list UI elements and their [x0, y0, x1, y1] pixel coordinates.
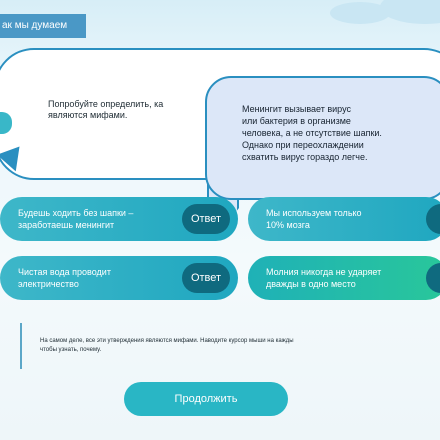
myth-card-text: Мы используем только 10% мозга	[266, 208, 362, 230]
myth-card-text: Чистая вода проводит электричество	[18, 267, 111, 289]
myth-card-1[interactable]	[0, 197, 238, 241]
cloud-decoration	[330, 2, 390, 24]
answer-tooltip: Менингит вызывает вирус или бактерия в организме человека, а не отсутствие шапки. Однако при переохлаждении схватить вирус гораздо легче.	[205, 76, 440, 200]
note-accent-bar	[20, 323, 22, 369]
answer-button[interactable]: Ответ	[182, 204, 230, 234]
myth-card-text: Будешь ходить без шапки – заработаешь менингит	[18, 208, 134, 230]
prompt-text: Попробуйте определить, ка являются мифами.	[48, 99, 164, 120]
instruction-note: На самом деле, все эти утверждения являются мифами. Наводите курсор мыши на кажды чтобы узнать, почему.	[40, 338, 294, 353]
header-title: ак мы думаем	[0, 14, 86, 38]
myth-card-2[interactable]	[248, 197, 440, 241]
answer-button[interactable]	[426, 263, 440, 293]
answer-button[interactable]	[426, 204, 440, 234]
continue-button[interactable]: Продолжить	[124, 382, 288, 416]
myth-card-4[interactable]	[248, 256, 440, 300]
answer-button[interactable]: Ответ	[182, 263, 230, 293]
myth-card-3[interactable]	[0, 256, 238, 300]
myth-card-text: Молния никогда не ударяет дважды в одно место	[266, 267, 382, 289]
